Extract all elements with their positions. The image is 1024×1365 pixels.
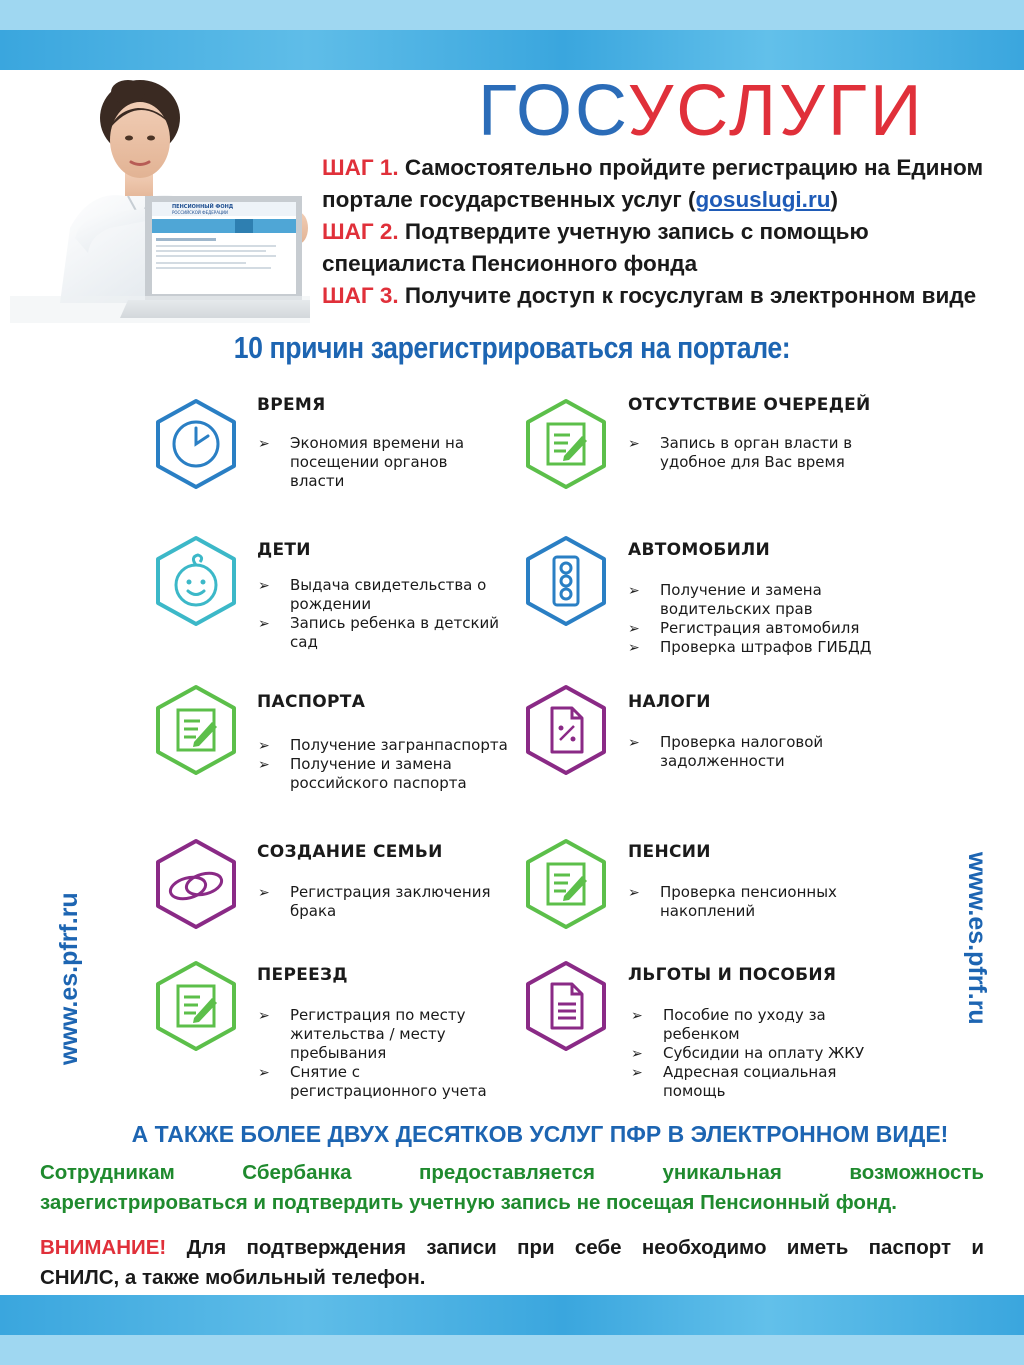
form-edit-icon: [520, 398, 612, 490]
list-item: ➢ Запись ребенка в детский сад: [258, 614, 500, 651]
reason-title: ОТСУТСТВИЕ ОЧЕРЕДЕЙ: [628, 395, 871, 415]
list-item: ➢ Проверка пенсионных накоплений: [628, 883, 837, 920]
list-item: ➢ Пособие по уходу за ребенком: [631, 1006, 826, 1043]
list-item: ➢ Снятие с регистрационного учета: [258, 1063, 487, 1100]
reason-bullets: [258, 1006, 508, 1101]
tax-document-icon: [520, 684, 612, 776]
reason-title: ВРЕМЯ: [257, 395, 326, 415]
reason-title: ПАСПОРТА: [257, 692, 366, 712]
list-item: ➢ Проверка налоговой задолженности: [628, 733, 824, 770]
list-item: ➢ Субсидии на оплату ЖКУ: [631, 1044, 865, 1062]
rings-icon: [150, 838, 242, 930]
form-edit-icon: [520, 838, 612, 930]
reason-title: АВТОМОБИЛИ: [628, 540, 771, 560]
reason-title: ПЕРЕЕЗД: [257, 965, 348, 985]
list-item: ➢ Регистрация по месту жительства / месту пребывания: [258, 1006, 466, 1062]
list-item: ➢ Экономия времени на посещении органов власти: [258, 434, 465, 490]
list-item: ➢ Запись в орган власти в удобное для Вас время: [628, 434, 853, 471]
reason-bullets: [258, 576, 510, 652]
side-url-left[interactable]: www.es.pfrf.ru: [55, 892, 83, 1065]
reason-title: ДЕТИ: [257, 540, 311, 560]
gosuslugi-link[interactable]: gosuslugi.ru: [695, 187, 831, 212]
list-item: ➢ Проверка штрафов ГИБДД: [628, 638, 872, 656]
reason-title: НАЛОГИ: [628, 692, 711, 712]
list-item: ➢ Регистрация заключения брака: [258, 883, 491, 920]
step-3: ШАГ 3. Получите доступ к госуслугам в электронном виде: [322, 283, 977, 308]
step-1: ШАГ 1. Самостоятельно пройдите регистрацию на Едином: [322, 155, 984, 180]
top-band: [0, 30, 1024, 70]
reason-bullets: [628, 581, 908, 657]
registration-steps: [322, 152, 1012, 312]
list-item: ➢ Получение загранпаспорта: [258, 736, 508, 754]
reason-title: СОЗДАНИЕ СЕМЬИ: [257, 842, 443, 862]
reason-bullets: [258, 883, 518, 921]
bottom-band: [0, 1295, 1024, 1335]
reason-bullets: [628, 733, 888, 771]
step-2: ШАГ 2. Подтвердите учетную запись с помощью: [322, 219, 869, 244]
reason-bullets: [258, 736, 508, 793]
list-item: ➢ Выдача свидетельства о рождении: [258, 576, 487, 613]
list-item: ➢ Получение и замена российского паспорта: [258, 755, 467, 792]
reason-bullets: [628, 434, 898, 472]
list-item: ➢ Адресная социальная помощь: [631, 1063, 837, 1100]
gosuslugi-logo: ГОСУСЛУГИ: [478, 71, 925, 151]
step-1-continued: портале государственных услуг (gosuslugi.ru): [322, 187, 838, 212]
sberbank-note: Сотрудникам Сбербанка предоставляется уникальная возможность зарегистрироваться и подтвердить учетную запись не посещая Пенсионный фонд.: [40, 1161, 984, 1214]
warning-note: ВНИМАНИЕ! Для подтверждения записи при себе необходимо иметь паспорт и СНИЛС, а также мобильный телефон.: [40, 1236, 984, 1289]
side-url-right[interactable]: www.es.pfrf.ru: [963, 852, 991, 1025]
warning-label: ВНИМАНИЕ!: [40, 1236, 167, 1259]
form-edit-icon: [150, 960, 242, 1052]
reason-title: ЛЬГОТЫ И ПОСОБИЯ: [628, 965, 837, 985]
baby-icon: [150, 535, 242, 627]
laptop-screen-org-line1: ПЕНСИОННЫЙ ФОНД: [172, 204, 234, 210]
reason-bullets: [258, 434, 498, 491]
laptop-screen-org-line2: РОССИЙСКОЙ ФЕДЕРАЦИИ: [172, 210, 229, 215]
reason-bullets: [631, 1006, 901, 1101]
traffic-light-icon: [520, 535, 612, 627]
step-2-continued: специалиста Пенсионного фонда: [322, 251, 698, 276]
list-item: ➢ Получение и замена водительских прав: [628, 581, 822, 618]
top-band-light: [0, 0, 1024, 30]
also-services-headline: А ТАКЖЕ БОЛЕЕ ДВУХ ДЕСЯТКОВ УСЛУГ ПФР В ЭЛЕКТРОННОМ ВИДЕ!: [131, 1121, 949, 1147]
clock-icon: [150, 398, 242, 490]
form-edit-icon: [150, 684, 242, 776]
reasons-title: 10 причин зарегистрироваться на портале:: [233, 330, 791, 365]
reason-bullets: [628, 883, 868, 921]
document-icon: [520, 960, 612, 1052]
bottom-band-light: [0, 1335, 1024, 1365]
list-item: ➢ Регистрация автомобиля: [628, 619, 860, 637]
woman-laptop-illustration: [10, 78, 310, 323]
reason-title: ПЕНСИИ: [628, 842, 711, 862]
